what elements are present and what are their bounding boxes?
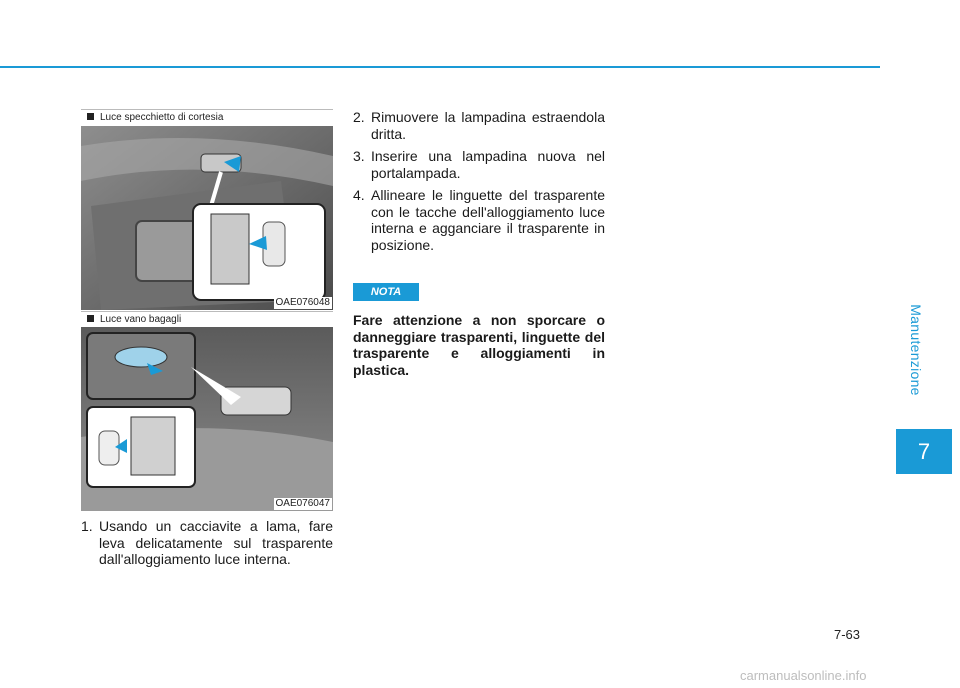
figure-vanity-mirror-light: [81, 126, 333, 310]
vanity-mirror-illustration: [81, 126, 333, 310]
step-item: 3. Inserire una lampadina nuova nel portalampada.: [353, 148, 605, 181]
figure-caption-cargo-light: Luce vano bagagli: [81, 311, 333, 328]
watermark: carmanualsonline.info: [740, 668, 867, 683]
step-item: 4. Allineare le linguette del trasparente con le tacche dell'alloggiamento luce interna e agganciare il trasparente in posizione.: [353, 187, 605, 253]
figure-caption-vanity-light: Luce specchietto di cortesia: [81, 109, 333, 126]
cargo-light-illustration: [81, 327, 333, 511]
square-bullet-icon: [87, 113, 94, 120]
chapter-tab: 7: [896, 429, 952, 474]
figure-cargo-area-light: [81, 327, 333, 511]
steps-right: [353, 109, 605, 259]
nota-text: Fare attenzione a non sporcare o danneggiare trasparenti, linguette del trasparente e alloggiamenti in plastica.: [353, 312, 605, 378]
step-item: 1. Usando un cacciavite a lama, fare leva delicatamente sul trasparente dall'alloggiamento luce interna.: [81, 518, 333, 567]
figure-code: OAE076048: [275, 297, 330, 308]
page-number: 7-63: [834, 627, 861, 642]
figure-code: OAE076047: [275, 498, 330, 509]
step-item: 2. Rimuovere la lampadina estraendola dritta.: [353, 109, 605, 142]
header-rule: [0, 66, 880, 68]
section-label: Manutenzione: [908, 304, 924, 396]
nota-badge: NOTA: [353, 283, 419, 301]
square-bullet-icon: [87, 315, 94, 322]
steps-left: [81, 518, 333, 574]
